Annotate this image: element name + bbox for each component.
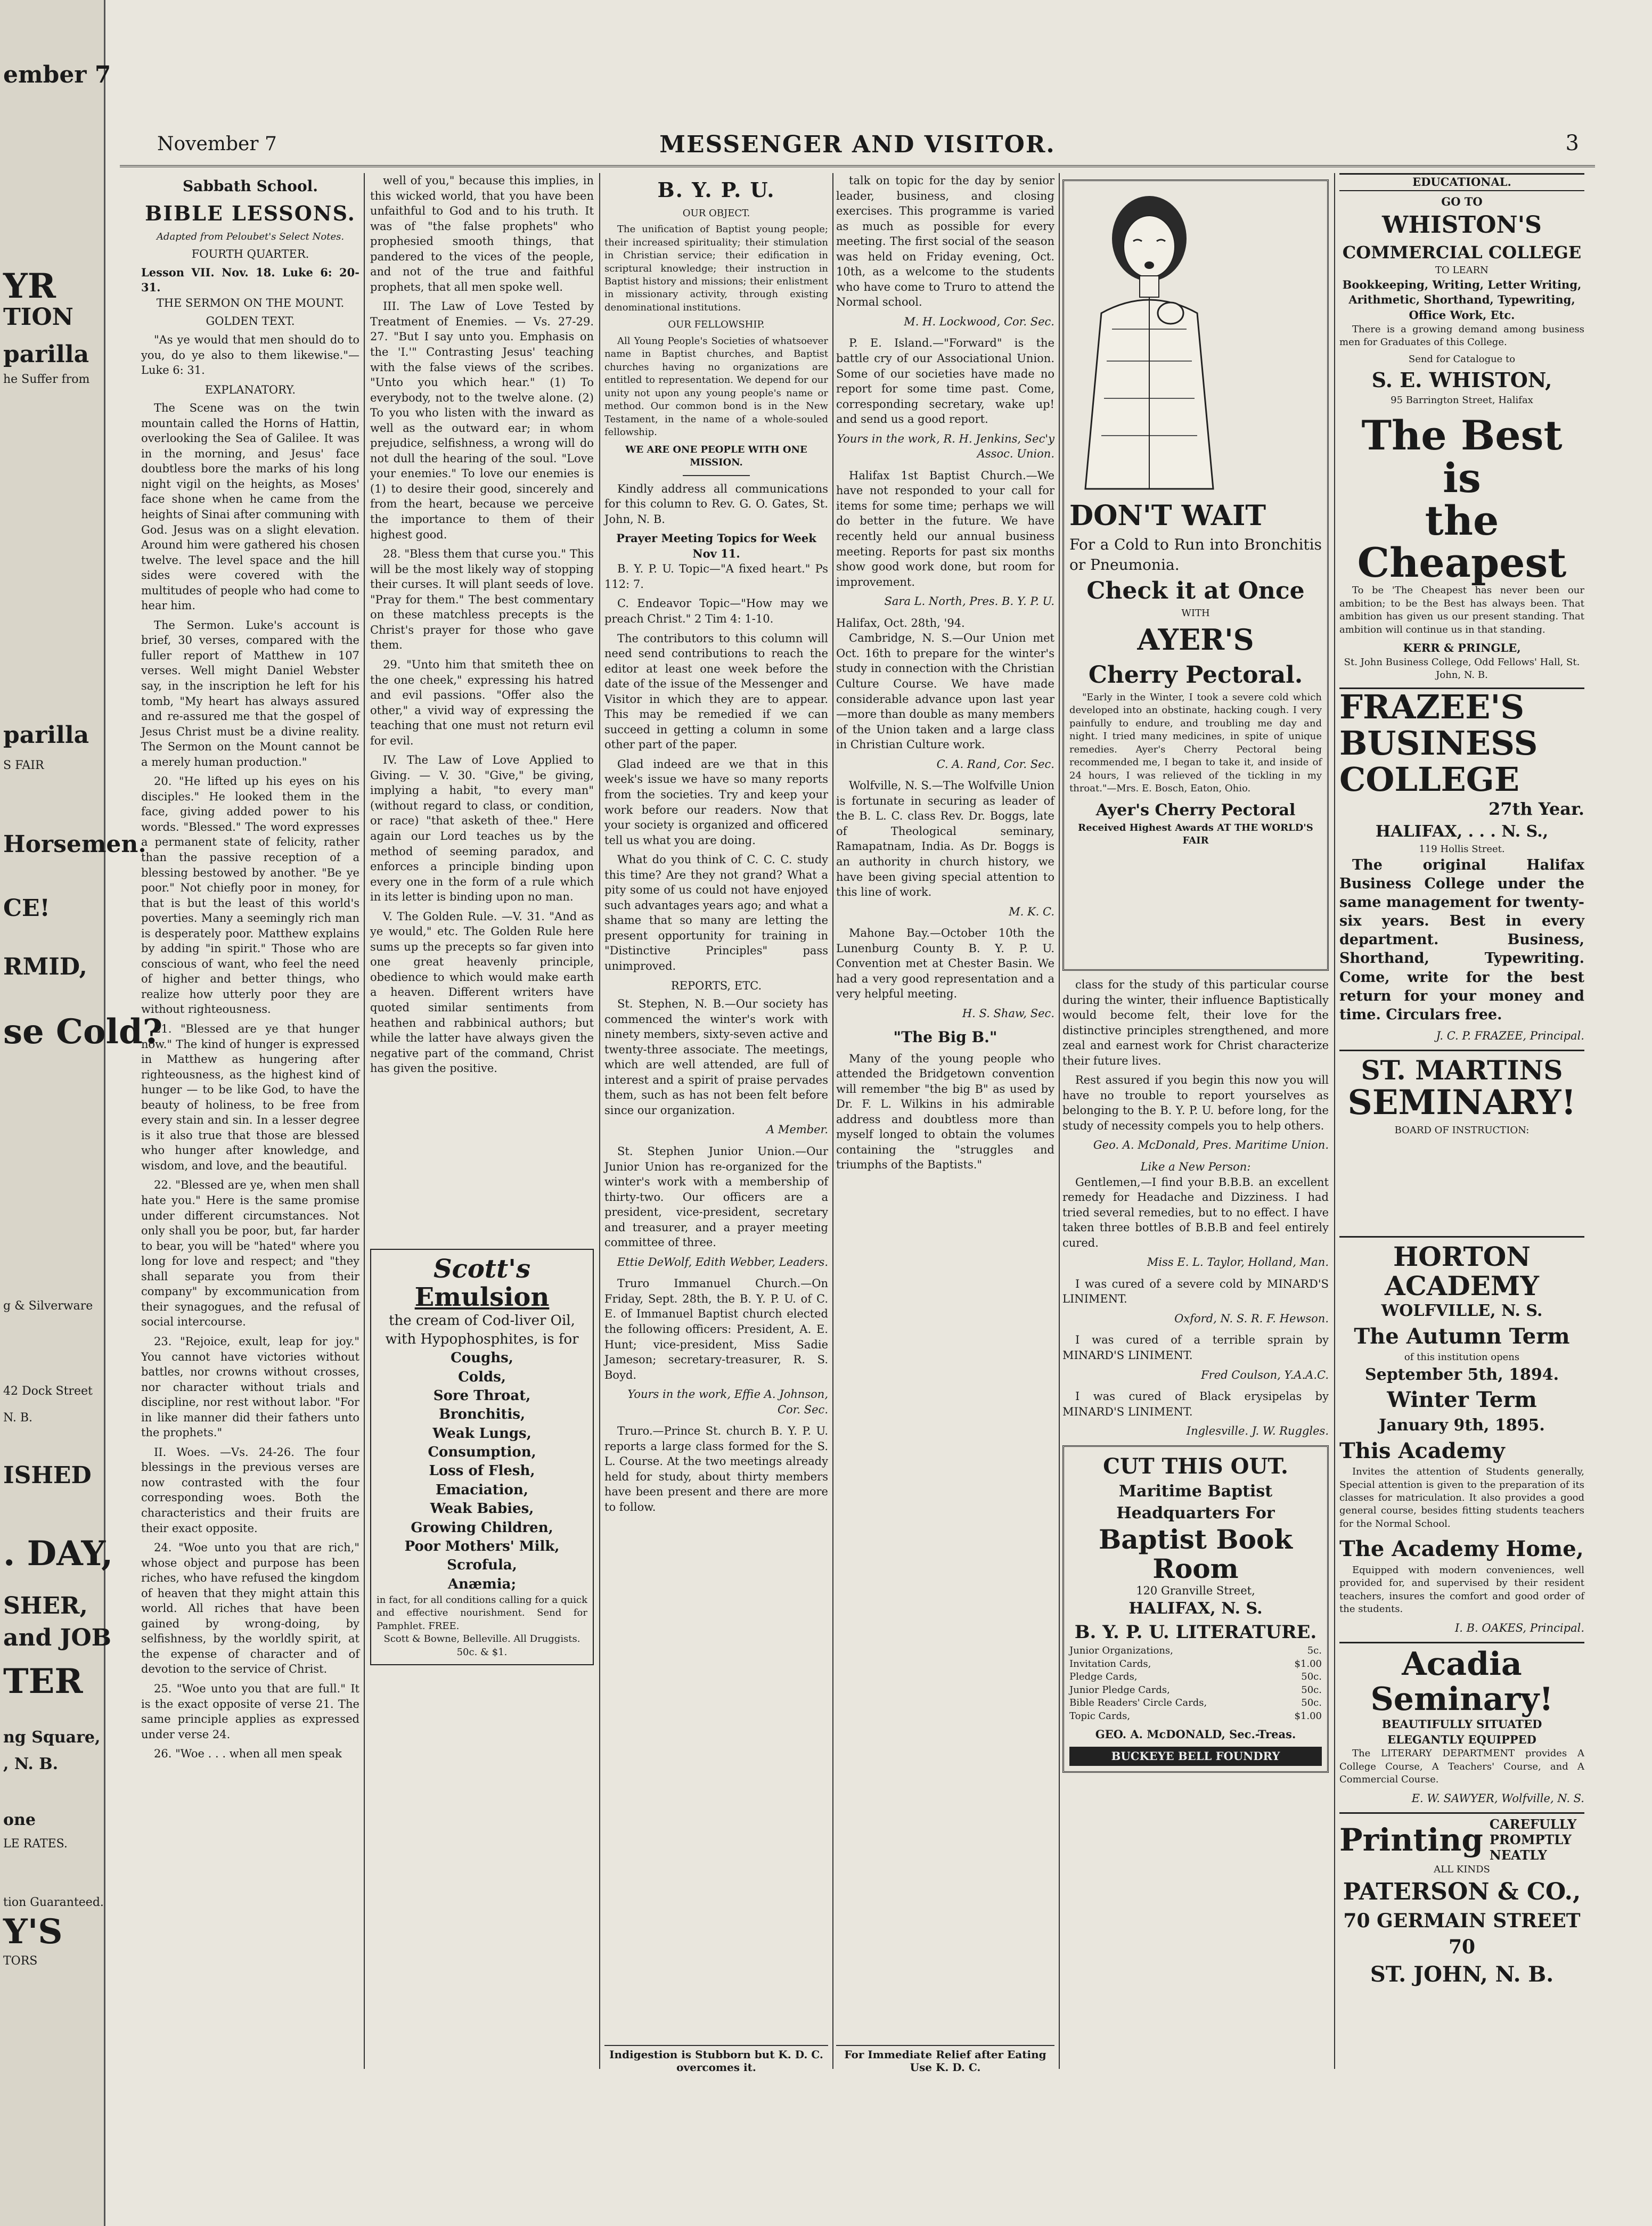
section-subtitle: Adapted from Peloubet's Select Notes. [156,231,345,242]
literature-heading: B. Y. P. U. LITERATURE. [1074,1622,1317,1643]
paragraph: 25. "Woe unto you that are full." It is the exact opposite of verse 21. The same principle applies as expressed under verse 24. [141,1682,359,1741]
column-bypu [604,173,828,2069]
motto: WE ARE ONE PEOPLE WITH ONE MISSION. [625,444,807,469]
whiston-name: S. E. WHISTON, [1371,367,1552,392]
fragment-text: and JOB [3,1624,111,1651]
printing-quality: NEATLY [1489,1847,1547,1863]
fragment-text: se Cold? [3,1012,163,1052]
paterson-name: PATERSON & CO., [1343,1878,1581,1906]
column-ads-literature [1062,173,1329,2069]
literature-item [1069,1697,1322,1709]
ad-store-name: Baptist Book Room [1099,1523,1293,1584]
testimonial-heading: Like a New Person: [1140,1160,1251,1174]
fragment-text: g & Silverware [3,1299,93,1313]
lesson-reference: Lesson VII. Nov. 18. Luke 6: 20-31. [141,265,359,294]
signature: Fred Coulson, Y.A.A.C. [1201,1368,1329,1381]
fragment-text: CE! [3,895,50,922]
literature-item-price: 50c. [1301,1684,1322,1696]
paragraph: P. E. Island.—"Forward" is the battle cry of our Associational Union. Some of our societies have made no report for some time past. Come, corresponding secretary, wake up! and send us a good report. [836,337,1054,426]
printing-headline: Printing [1339,1822,1483,1859]
newspaper-page [120,59,1595,2162]
column-rule [599,173,600,2069]
paragraph: Halifax 1st Baptist Church.—We have not responded to your call for items for some time; perhaps we will do better in the future. We have recently held our annual business meeting. Reports for past six months show good work done, but room for improvement. [836,469,1054,588]
ayers-cherry-pectoral-ad [1062,179,1329,971]
fragment-text: TION [3,304,73,331]
ad-brand: Scott's [434,1254,530,1284]
divider [683,475,750,476]
winter-date: January 9th, 1895. [1379,1415,1545,1435]
paragraph: C. Endeavor Topic—"How may we preach Christ." 2 Tim 4: 1-10. [604,597,828,625]
paragraph: The contributors to this column will need send contributions to reach the editor at least one week before the date of the issue of the Messenger and Visitor in which they are to appear. This may be remedied if we can succeed in getting a column in some other part of the paper. [604,632,828,751]
subsection-heading: "The Big B." [893,1028,997,1046]
fragment-text: RMID, [3,953,87,980]
baptist-book-room-ad [1062,1445,1329,1773]
signature: Yours in the work, Effie A. Johnson, Cor. Sec. [627,1388,828,1416]
paragraph: V. The Golden Rule. —V. 31. "And as ye would," etc. The Golden Rule here sums up the precepts so far given into one great heavenly principle, obedience to which would make earth a heaven. Different writers have quoted similar sentiments from heathen and rabbinical authors; but while the latter have always given the negative part of the command, Christ has given the positive. [370,910,594,1075]
ad-ailment-item: Bronchitis, [438,1406,526,1423]
paragraph: 23. "Rejoice, exult, leap for joy." You cannot have victories without battles, nor crowns without crosses, nor character without trials and discipline, nor rest without labor. "For in like manner did their fathers unto the prophets." [141,1335,359,1439]
paragraph: Invites the attention of Students generally, Special attention is given to the preparation of its classes for matriculation. It also provides a good general course, besides fitting students teachers for the Normal School. [1339,1466,1584,1529]
fragment-text: ISHED [3,1462,92,1489]
ad-ailment-item: Scrofula, [447,1557,517,1574]
ad-outro: in fact, for all conditions calling for a quick and effective nourishment. Send for Pamphlet. FREE. [377,1594,587,1632]
ad-subhead: For a Cold to Run into Bronchitis or Pneumonia. [1069,536,1322,574]
paragraph: There is a growing demand among business men for Graduates of this College. [1339,323,1584,348]
fragment-text: one [3,1811,36,1829]
paragraph: Gentlemen,—I find your B.B.B. an excellent remedy for Headache and Dizziness. I had tried several remedies, but to no effect. I have taken three bottles of B.B.B and feel entirely cured. [1062,1175,1329,1249]
masthead [120,128,1595,167]
paterson-printing-ad [1339,1812,1584,1863]
literature-item-name: Invitation Cards, [1069,1658,1151,1670]
column-rule [364,173,365,2069]
paragraph: To be 'The Cheapest has never been our ambition; to be the Best has always been. That ambition has given us our present standing. That ambition will continue us in that standing. [1339,585,1584,635]
printing-qualities [1490,1817,1576,1863]
literature-item [1069,1644,1322,1657]
literature-item-name: Bible Readers' Circle Cards, [1069,1697,1207,1709]
column-rule [1059,173,1060,2069]
ad-ailment-item: Loss of Flesh, [429,1463,535,1479]
paragraph: Rest assured if you begin this now you will have no trouble to report yourselves as belonging to the B. Y. P. U. before long, for the study of necessity compels you to help others. [1062,1074,1329,1132]
paragraph: 21. "Blessed are ye that hunger now." The kind of hunger is expressed in Matthew as hungering after righteousness, as the highest kind of hunger — to be like God, to have the beauty of holiness, to be free from every stain and sin. In a lesser degree is it also true that those are blessed who hunger after knowledge, and wisdom, and love, and the beautiful. [141,1022,359,1172]
fragment-text: N. B. [3,1411,32,1425]
literature-item-name: Junior Pledge Cards, [1069,1684,1170,1696]
explanatory-label: EXPLANATORY. [205,383,296,396]
column-bypu-continued [836,173,1054,2069]
ad-ailment-item: Coughs, [451,1350,513,1366]
academy-home-heading: The Academy Home, [1339,1536,1584,1562]
fragment-body [3,394,102,714]
ad-learn: TO LEARN [1435,265,1489,276]
literature-item-price: 50c. [1301,1697,1322,1709]
golden-text: "As ye would that men should do to you, do ye also to them likewise."— Luke 6: 31. [141,333,359,377]
section-title: B. Y. P. U. [657,178,775,202]
signature: Miss E. L. Taylor, Holland, Man. [1147,1256,1329,1269]
paragraph: 26. "Woe . . . when all men speak [154,1747,342,1761]
signature: A Member. [766,1123,828,1136]
ad-ailment-item: Weak Lungs, [432,1425,531,1442]
paragraph: Mahone Bay.—October 10th the Lunenburg County B. Y. P. U. Convention met at Chester Basin. We had a very good representation and a very helpful meeting. [836,927,1054,1001]
ad-goto: GO TO [1441,194,1483,208]
scotts-emulsion-ad [370,1249,594,1665]
paragraph: I was cured of a severe cold by MINARD'S LINIMENT. [1062,1277,1329,1306]
printing-all-kinds: ALL KINDS [1434,1863,1490,1875]
paragraph: The Scene was on the twin mountain called the Horns of Hattin, overlooking the Sea of Galilee. It was in the morning, and Jesus' face doubtless bore the marks of his long night vigil on the heights, as Moses' face shone when he came from the heights of Sinai after communing with God. Jesus was on a slight elevation. Around him were gathered his chosen twelve. The level space and the hill sides were covered with the multitudes of people who had come to hear him. [141,402,359,612]
frazee-street: 119 Hollis Street. [1419,843,1505,855]
ad-ailment-item: Poor Mothers' Milk, [404,1538,560,1554]
literature-item-name: Topic Cards, [1069,1710,1131,1722]
ad-check: Check it at Once [1086,577,1305,605]
frazee-line: COLLEGE [1339,760,1520,799]
paragraph: The LITERARY DEPARTMENT provides A College Course, A Teachers' Course, and A Commercial Course. [1339,1748,1584,1786]
paragraph: The unification of Baptist young people; their increased spirituality; their stimulation in Christian service; their edification in scriptural knowledge; their instruction in Baptist history and missions; their enlistment in missionary activity, through existing denominational institutions. [604,224,828,313]
paragraph: St. Stephen, N. B.—Our society has commenced the winter's work with ninety members, sixty-seven active and twenty-three associate. The meetings, which are well attended, are full of interest and a spirit of praise pervades them, such as has not been felt before since our organization. [604,997,828,1117]
paragraph: The Sermon. Luke's account is brief, 30 verses, compared with the fuller report of Matthew in 107 verses. Well might Daniel Webster say, in the inscription he left for his tomb, "My heart has always assured and re-assured me that the gospel of Jesus Christ must be a divine reality. The Sermon on the Mount cannot be a merely human production." [141,618,359,768]
autumn-date: September 5th, 1894. [1364,1365,1559,1384]
column-sabbath-school [141,173,359,2069]
kdc-footer: For Immediate Relief after Eating Use K. D. C. [836,2045,1054,2074]
ad-headline: DON'T WAIT [1069,499,1266,532]
ad-ailments-list [377,1349,587,1594]
kerr-pringle: KERR & PRINGLE, [1403,641,1521,655]
frazee-line: FRAZEE'S [1339,688,1584,725]
literature-item [1069,1710,1322,1723]
paragraph: Cambridge, N. S.—Our Union met Oct. 16th to prepare for the winter's study in connection with the Christian Culture Course. We have made considerable advance upon last year—more than double as many members of the Union taken and a large class in Christian Culture work. [836,632,1054,751]
frazee-city: HALIFAX, . . . N. S., [1375,822,1549,841]
frazee-year: 27th Year. [1489,799,1584,820]
acadia-situated: BEAUTIFULLY SITUATED [1381,1717,1542,1731]
column-educational [1339,173,1584,2069]
fragment-text: Horsemen. [3,831,146,858]
lesson-continued-text [370,173,594,1238]
fragment-text: 42 Dock Street [3,1385,93,1398]
acadia-equipped: ELEGANTLY EQUIPPED [1387,1732,1536,1746]
whistons-subjects: Bookkeeping, Writing, Letter Writing, Arithmetic, Shorthand, Typewriting, Office Work, Etc. [1342,277,1582,322]
dateline: Halifax, Oct. 28th, '94. [836,616,965,629]
ad-ailment-item: Colds, [458,1369,506,1385]
paragraph: I was cured of a terrible sprain by MINARD'S LINIMENT. [1062,1333,1329,1362]
paragraph: 20. "He lifted up his eyes on his disciples." He looked them in the face, giving added power to his words. "Blessed." The word expresses a permanent state of felicity, rather than the passive reception of a blessing bestowed by another. "Be ye poor." Not chiefly poor in money, for that is but the least of this world's poverties. Many a seemingly rich man is desperately poor. Matthew explains by adding "in spirit." Those who are conscious of want, who feel the need of higher and better things, who realize how utterly poor they are without righteousness. [141,775,359,1016]
literature-item-price: $1.00 [1294,1710,1322,1722]
st-martins-line: SEMINARY! [1347,1083,1576,1123]
paragraph: B. Y. P. U. Topic—"A fixed heart." Ps 112: 7. [604,562,828,591]
ad-with: WITH [1181,608,1210,619]
signature: Oxford, N. S. R. F. Hewson. [1174,1312,1329,1325]
paragraph: IV. The Law of Love Applied to Giving. — V. 30. "Give," be giving, implying a habit, "to every man" (without regard to class, or condition, or race) "that asketh of thee." Here again our Lord teaches us by the method of seeming paradox, and enforces a principle binding upon every one in the form of a rule which in its letter is binding upon no man. [370,754,594,904]
paragraph: 24. "Woe unto you that are rich," whose object and purpose has been riches, who have refused the kingdom of heaven that they might attain this world. All riches that have been gained by wrong-doing, by selfishness, by the worldly spirit, at the expense of character and of devotion to the service of Christ. [141,1541,359,1676]
literature-item-name: Pledge Cards, [1069,1671,1138,1683]
board-heading: BOARD OF INSTRUCTION: [1394,1124,1530,1136]
newspaper-title: MESSENGER AND VISITOR. [659,131,1056,158]
academy-heading: This Academy [1339,1438,1505,1463]
column-lesson-continued [370,173,594,2069]
paragraph: What do you think of C. C. C. study this time? Are they not grand? What a pity some of us could not have enjoyed such advantages years ago; and what a shame that so many are letting the present opportunity for training in "Distinctive Principles" pass unimproved. [604,853,828,972]
ad-order-contact: GEO. A. McDONALD, Sec.-Treas. [1095,1728,1296,1741]
whiston-address: 95 Barrington Street, Halifax [1391,394,1533,406]
paragraph: Many of the young people who attended the Bridgetown convention will remember "the big B" as used by Dr. F. L. Wilkins in his admirable address and doubtless more than myself longed to obtain the volumes containing the "struggles and triumphs of the Baptists." [836,1052,1054,1172]
signature: M. H. Lockwood, Cor. Sec. [904,315,1054,328]
paragraph: class for the study of this particular course during the winter, their influence Baptistically would become felt, their love for the distinctive principles strengthened, and more zeal and earnest work for Christ characterize their future lives. [1062,978,1329,1067]
golden-text-label: GOLDEN TEXT. [206,315,295,328]
paragraph: The original Halifax Business College under the same management for twenty-six years. Best in every department. Business, Shorthand, Typewriting. Come, write for the best return for your money and time. Circulars free. [1339,856,1584,1023]
paterson-city: ST. JOHN, N. B. [1370,1961,1554,1987]
winter-term: Winter Term [1387,1387,1537,1413]
paragraph: 22. "Blessed are ye, when men shall hate you." Here is the same promise under different circumstances. Not only shall you be poor, but, far harder to bear, you will be "hated" where you long for love and respect; and "they shall separate you from their company" by excommunication from their synagogues, and the refusal of social intercourse. [141,1179,359,1329]
fragment-text: TER [3,1662,83,1701]
autumn-opens: of this institution opens [1404,1352,1520,1363]
fragment-text: tion Guaranteed. [3,1896,104,1909]
frazee-line: BUSINESS [1339,723,1538,763]
fragment-text: he Suffer from [3,373,90,386]
cheapest-headline: the Cheapest [1357,496,1567,587]
whistons-name: WHISTON'S [1382,211,1542,239]
signature: Sara L. North, Pres. B. Y. P. U. [884,595,1054,608]
paragraph: St. Stephen Junior Union.—Our Junior Union has re-organized for the winter's work with a membership of thirty-two. Our officers are a president, vice-president, secretary and treasurer, and a prayer meeting committee of three. [604,1145,828,1249]
fragment-text: Y'S [3,1912,63,1952]
paragraph: Glad indeed are we that in this week's issue we have so many reports from the societies. Try and keep your work before our readers. Now that your society is organized and officered tell us what you are doing. [604,757,828,847]
literature-item [1069,1671,1322,1683]
paragraph: All Young People's Societies of whatsoever name in Baptist churches, and Baptist churches having no organizations are entitled to representation. We depend for our unity not upon any young people's name or method. Our common bond is in the New Testament, in the name of a whole-souled fellowship. [604,335,828,438]
fragment-text: parilla [3,341,89,368]
ad-ailment-item: Anæmia; [447,1576,517,1592]
ad-intro: the cream of Cod-liver Oil, with Hypophosphites, is for [385,1312,579,1347]
paterson-address: 70 GERMAIN STREET 70 [1343,1909,1581,1958]
educational-heading: EDUCATIONAL. [1339,173,1584,191]
signature: Geo. A. McDonald, Pres. Maritime Union. [1093,1139,1329,1152]
ad-brand: AYER'S [1137,622,1254,657]
fragment-text: . DAY, [3,1534,113,1574]
fragment-text: ember 7 [3,61,111,88]
literature-item-price: $1.00 [1294,1658,1322,1670]
paragraph: Equipped with modern conveniences, well provided for, and supervised by their resident teachers, insures the comfort and good order of the students. [1339,1564,1584,1615]
paragraph: Wolfville, N. S.—The Wolfville Union is fortunate in securing as leader of the B. L. C. class Rev. Dr. Boggs, late of Theological seminary, Ramapatnam, India. As Dr. Boggs is an authority in church history, we have been giving special attention to this line of work. [836,779,1054,899]
object-label: OUR OBJECT. [682,207,750,219]
ad-ailment-item: Sore Throat, [433,1388,531,1404]
paragraph: III. The Law of Love Tested by Treatment of Enemies. — Vs. 27-29. 27. "But I say unto you. Emphasis on the 'I.'" Contrasting Jesus' teaching with the false views of the scribes. "Unto you which hear." (1) To everybody, not to the twelve alone. (2) To you who listen with the inward as well as the outward ear; in whom prejudice, selfishness, a wrong will do not dull the hearing of the soul. "Love your enemies." To love our enemies is (1) to desire their good, sincerely and from the heart, because we perceive the importance to them of their highest good. [370,300,594,541]
ad-ailment-item: Growing Children, [411,1519,553,1536]
issue-date: November 7 [157,133,277,155]
board-list [1339,1140,1584,1236]
literature-item [1069,1684,1322,1697]
whistons-college: COMMERCIAL COLLEGE [1342,242,1582,263]
fragment-text: ng Square, [3,1728,101,1747]
fragment-text: S FAIR [3,759,44,772]
paragraph: Kindly address all communications for this column to Rev. G. O. Gates, St. John, N. B. [604,482,828,526]
paragraph: I was cured of Black erysipelas by MINARD'S LINIMENT. [1062,1390,1329,1418]
section-heading: Sabbath School. [182,177,318,195]
printing-quality: CAREFULLY [1489,1816,1577,1832]
adjacent-page-fragment [0,0,163,2226]
ad-ailment-item: Weak Babies, [430,1501,534,1517]
ad-award: Received Highest Awards AT THE WORLD'S FAIR [1078,822,1313,846]
lesson-topic: THE SERMON ON THE MOUNT. [156,296,345,309]
ad-city: HALIFAX, N. S. [1128,1599,1263,1618]
signature: M. K. C. [1009,905,1054,918]
fragment-text: parilla [3,722,89,749]
acadia-seminary: Acadia Seminary! [1339,1642,1584,1717]
ad-maker: Scott & Bowne, Belleville. All Druggists. 50c. & $1. [383,1633,580,1658]
paragraph: 29. "Unto him that smiteth thee on the one cheek," expressing his hatred and evil passions. "Offer also the other," a vivid way of expressing the teaching that one must not return evil for evil. [370,658,594,747]
fragment-text: TORS [3,1954,38,1968]
signature: I. B. OAKES, Principal. [1454,1621,1584,1634]
horton-academy: HORTON ACADEMY [1339,1236,1584,1300]
cut-notice: CUT THIS OUT. [1103,1453,1288,1479]
quarter-label: FOURTH QUARTER. [191,248,309,261]
section-title: BIBLE LESSONS. [145,201,356,226]
fragment-text: SHER, [3,1592,88,1619]
reports-heading: REPORTS, ETC. [670,979,762,992]
literature-item-price: 5c. [1307,1645,1322,1657]
column-rule [1334,173,1335,2069]
kerr-address: St. John Business College, Odd Fellows' Hall, St. John, N. B. [1344,656,1580,681]
best-headline: The Best is [1361,412,1563,502]
ad-address: 120 Granville Street, [1136,1584,1255,1597]
bell-foundry-ad: BUCKEYE BELL FOUNDRY [1069,1747,1322,1766]
literature-price-list [1069,1644,1322,1723]
paragraph: well of you," because this implies, in this wicked world, that you have been unfaithful to God and to his truth. It was of "the false prophets" who prophesied smooth things, that pandered to the vices of the people, and not of the true and faithful prophets, that all men spoke well. [370,174,594,293]
paragraph: Truro.—Prince St. church B. Y. P. U. reports a large class formed for the S. L. Course. At the two meetings already held for study, about thirty members have been present and there are more to follow. [604,1425,828,1514]
prayer-heading: Prayer Meeting Topics for Week Nov 11. [616,531,816,560]
woman-illustration-icon [1069,191,1229,489]
paragraph: 28. "Bless them that curse you." This will be the most likely way of stopping their curses. It will plant seeds of love. "Pray for them." The best commentary on these matchless precepts is the Christ's prayer for those who gave them. [370,547,594,652]
ad-product: Cherry Pectoral. [1088,661,1303,689]
signature: E. W. SAWYER, Wolfville, N. S. [1411,1791,1584,1805]
autumn-term: The Autumn Term [1354,1323,1570,1349]
paragraph: Truro Immanuel Church.—On Friday, Sept. 28th, the B. Y. P. U. of C. E. of Immanuel Baptist church elected the following officers: President, A. E. Hunt; vice-president, Miss Sadie Jameson; secretary-treasurer, R. S. Boyd. [604,1277,828,1381]
fragment-text: , N. B. [3,1755,59,1773]
literature-item-price: 50c. [1301,1671,1322,1683]
literature-item [1069,1658,1322,1671]
horton-city: WOLFVILLE, N. S. [1381,1302,1543,1321]
signature: Inglesville. J. W. Ruggles. [1186,1425,1329,1438]
printing-quality: PROMPTLY [1489,1832,1572,1848]
ad-headquarters: Maritime Baptist Headquarters For [1116,1482,1275,1523]
paragraph: talk on topic for the day by senior leader, business, and closing exercises. This programme is varied as much as possible for every meeting. The first social of the season was held on Friday evening, Oct. 10th, as a welcome to the students who have come to Truro to attend the Normal school. [836,174,1054,309]
column-rule [832,173,833,2069]
st-martins-line: ST. MARTINS [1339,1050,1584,1085]
signature: Yours in the work, R. H. Jenkins, Sec'y Assoc. Union. [837,432,1054,461]
signature: H. S. Shaw, Sec. [962,1006,1054,1020]
fellowship-label: OUR FELLOWSHIP. [668,319,765,331]
ad-send: Send for Catalogue to [1408,354,1516,365]
signature: C. A. Rand, Cor. Sec. [936,757,1054,771]
signature: J. C. P. FRAZEE, Principal. [1436,1029,1584,1042]
ad-ailment-item: Consumption, [428,1444,536,1461]
fragment-text: YR [3,266,56,306]
page-number: 3 [1565,131,1579,156]
kdc-footer: Indigestion is Stubborn but K. D. C. overcomes it. [604,2045,828,2074]
paragraph: II. Woes. —Vs. 24-26. The four blessings in the previous verses are now contrasted with the four corresponding woes. Both the characteristics and their fruits are their exact opposite. [141,1445,359,1535]
literature-item-name: Junior Organizations, [1069,1645,1173,1657]
ad-product: Emulsion [414,1282,550,1312]
ad-testimonial: "Early in the Winter, I took a severe cold which developed into an obstinate, hacking cough. I very painfully to endure, and troubling me day and night. I tried many medicines, in spite of unique remedies. Ayer's Cherry Pectoral being recommended me, I began to take it, and inside of 24 hours, I was relieved of the tickling in my throat."—Mrs. E. Bosch, Eaton, Ohio. [1069,691,1322,795]
signature: Ettie DeWolf, Edith Webber, Leaders. [617,1255,828,1269]
ad-footer-product: Ayer's Cherry Pectoral [1095,800,1296,820]
ad-ailment-item: Emaciation, [436,1482,528,1498]
fragment-text: LE RATES. [3,1837,68,1851]
